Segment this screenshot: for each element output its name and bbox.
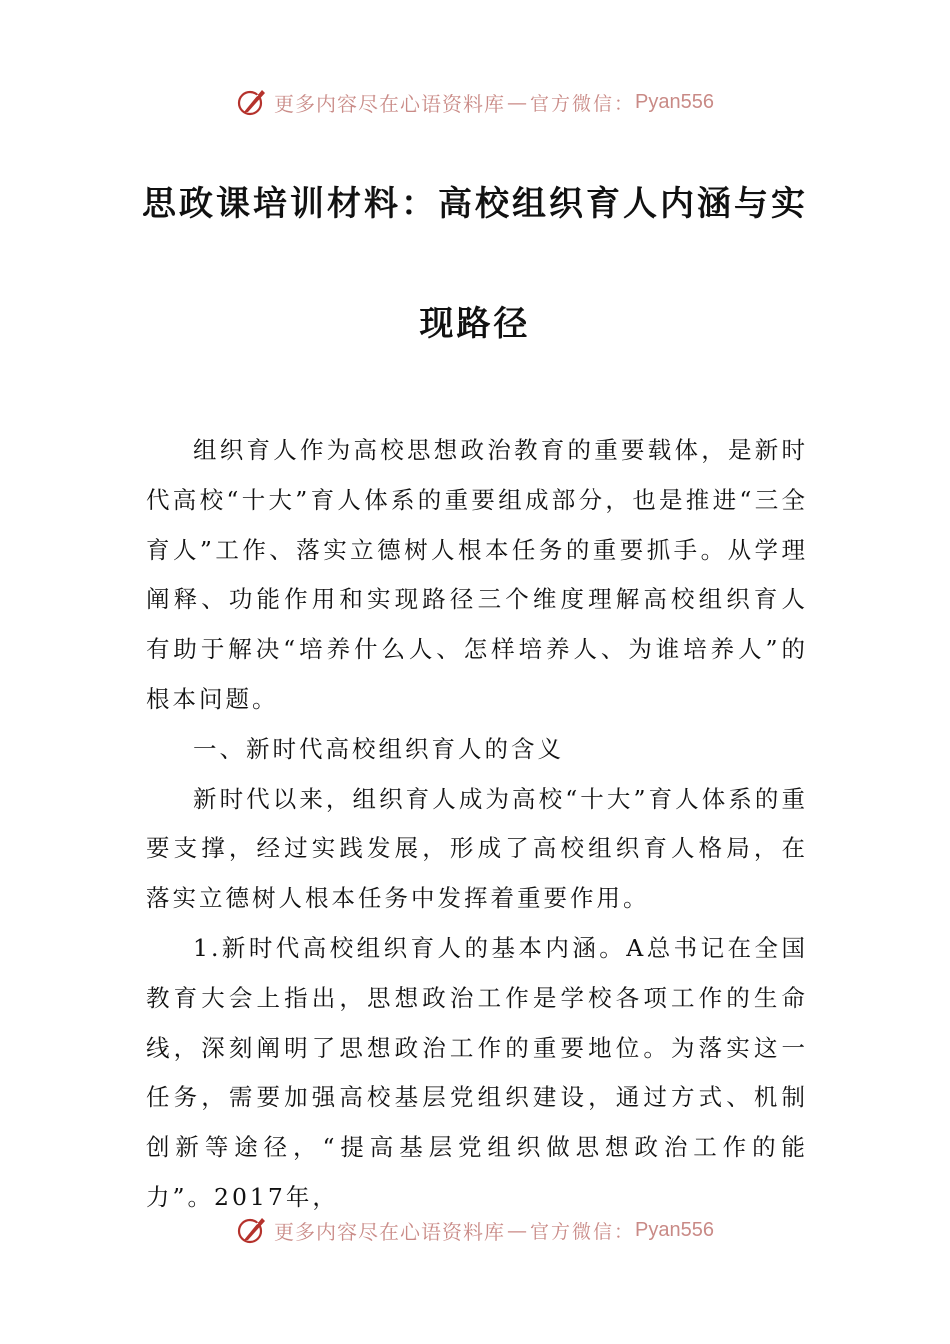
watermark-separator: —	[507, 1218, 528, 1242]
document-title-line-1: 思政课培训材料：高校组织育人内涵与实	[142, 184, 808, 224]
watermark-footer	[0, 1210, 950, 1250]
quill-circle-icon	[236, 86, 268, 118]
watermark-wechat-label: 官方微信：	[530, 1220, 636, 1243]
watermark-brand: 更多内容尽在心语资料库	[274, 91, 505, 116]
section-heading: 一、新时代高校组织育人的含义	[193, 734, 564, 763]
watermark-wechat-id: Pyan556	[635, 1218, 714, 1241]
intro-paragraph: 组织育人作为高校思想政治教育的重要载体，是新时代高校“十大”育人体系的重要组成部分，也是推进“三全育人”工作、落实立德树人根本任务的重要抓手。从学理阐释、功能作用和实现路径三个维度理解高校组织育人有助于解决“培养什么人、怎样培养人、为谁培养人”的根本问题。	[146, 436, 808, 713]
document-body	[146, 426, 808, 1223]
watermark-wechat-id: Pyan556	[635, 90, 714, 113]
watermark-header	[0, 82, 950, 122]
watermark-brand: 更多内容尽在心语资料库	[274, 1219, 505, 1244]
document-title-line-2: 现路径	[419, 304, 531, 344]
quill-circle-icon	[236, 1214, 268, 1246]
watermark-wechat-label: 官方微信：	[530, 92, 636, 115]
body-paragraph: 新时代以来，组织育人成为高校“十大”育人体系的重要支撑，经过实践发展，形成了高校组织育人格局，在落实立德树人根本任务中发挥着重要作用。	[146, 784, 808, 913]
watermark-separator: —	[507, 90, 528, 114]
body-paragraph: 1.新时代高校组织育人的基本内涵。A总书记在全国教育大会上指出，思想政治工作是学校各项工作的生命线，深刻阐明了思想政治工作的重要地位。为落实这一任务，需要加强高校基层党组织建设，通过方式、机制创新等途径，“提高基层党组织做思想政治工作的能力”。2017年，	[146, 933, 808, 1211]
